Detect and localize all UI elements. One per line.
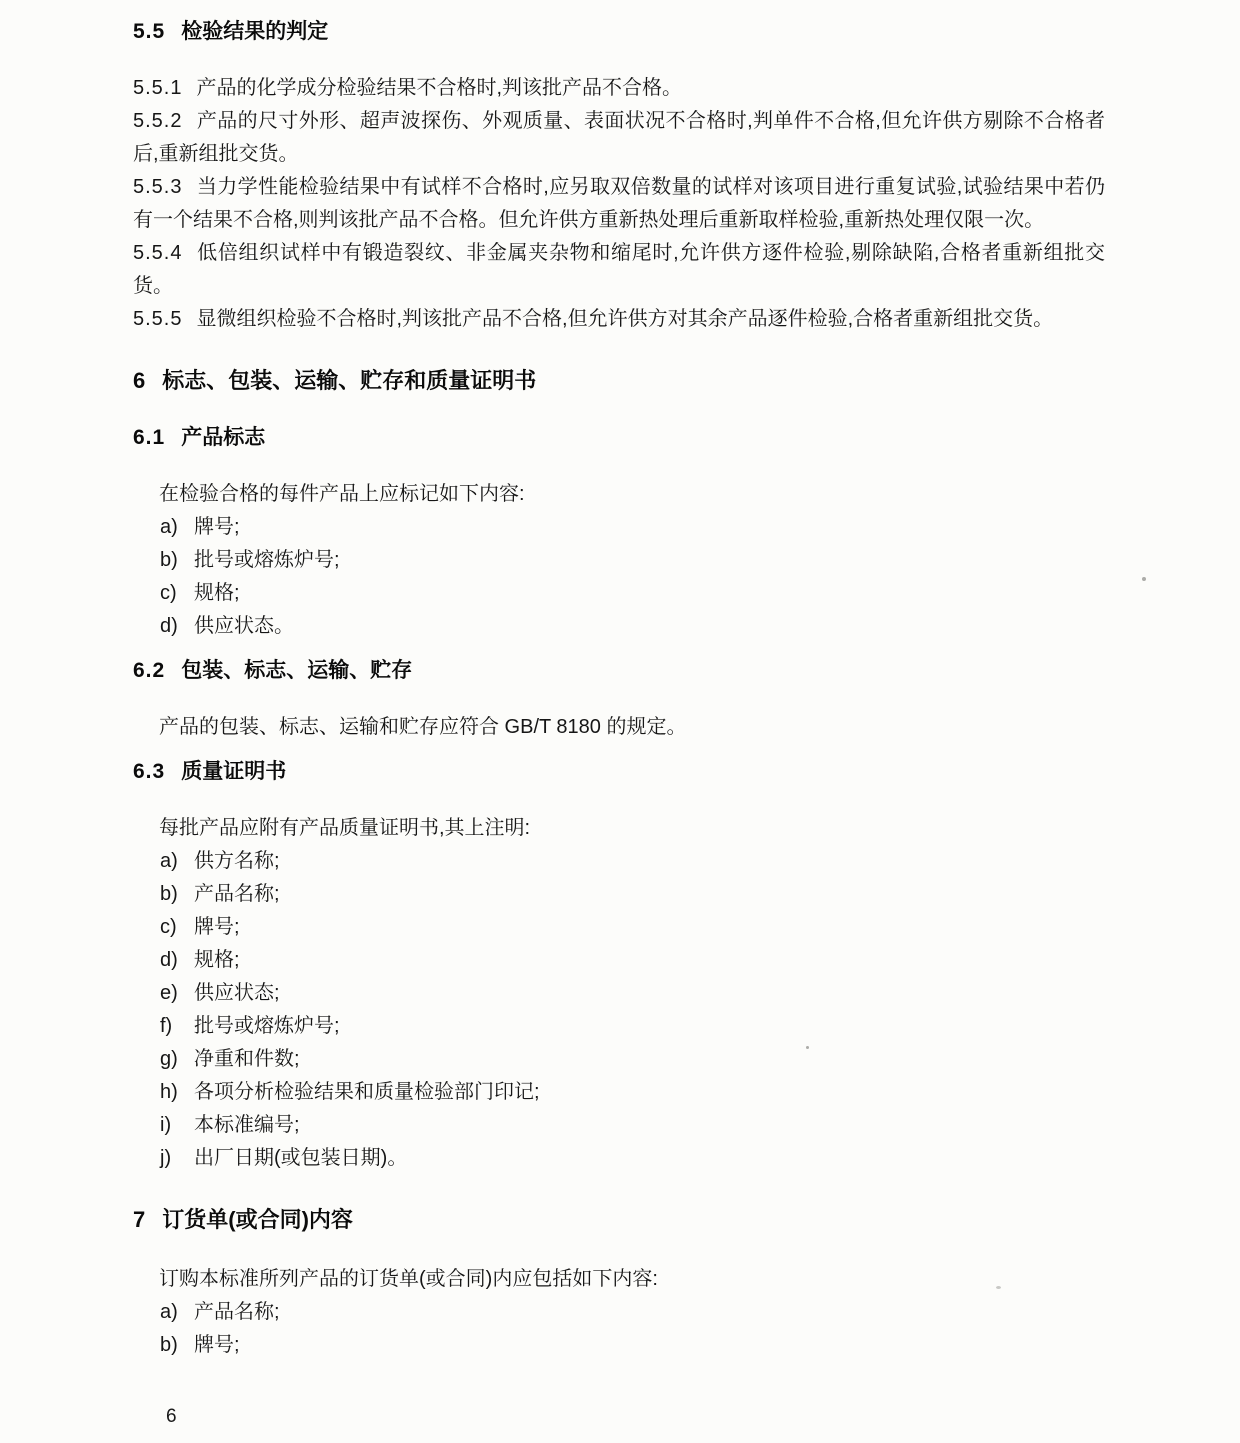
paragraph [133,478,1105,511]
list-item-letter: j) [160,1147,172,1169]
section-number: 7 [133,1207,147,1232]
list-item-text: 供应状态; [194,982,280,1004]
section-heading-6 [133,366,1105,396]
list-item [160,1076,1105,1109]
list-item-letter: a) [160,1301,178,1323]
list-item-text: 牌号; [194,916,240,938]
list-item-letter: a) [160,516,178,538]
section-title: 检验结果的判定 [181,20,329,43]
list-item-letter: c) [160,582,177,604]
list-item [160,1329,1105,1362]
clause-5-5-1 [133,72,1105,105]
list-item-text: 本标准编号; [194,1114,300,1136]
list-item-text: 规格; [194,949,240,971]
scan-speck [806,1046,809,1049]
clause-5-5-3 [133,171,1105,237]
list-item-letter: e) [160,982,178,1004]
list-item-letter: d) [160,615,178,637]
list-item-letter: g) [160,1048,178,1070]
list-item-text: 供应状态。 [194,615,294,637]
clause-text: 显微组织检验不合格时,判该批产品不合格,但允许供方对其余产品逐件检验,合格者重新组批交货。 [196,308,1054,330]
list-item [160,610,1105,643]
paragraph-text: 产品的包装、标志、运输和贮存应符合 GB/T 8180 的规定。 [159,716,687,738]
list-item-text: 产品名称; [194,1301,280,1323]
clause-text: 产品的尺寸外形、超声波探伤、外观质量、表面状况不合格时,判单件不合格,但允许供方剔除不合格者后,重新组批交货。 [133,110,1105,165]
list-item [160,944,1105,977]
list-item [160,1142,1105,1175]
clause-text: 当力学性能检验结果中有试样不合格时,应另取双倍数量的试样对该项目进行重复试验,试验结果中若仍有一个结果不合格,则判该批产品不合格。但允许供方重新热处理后重新取样检验,重新热处理仅限一次。 [133,176,1105,231]
list-item [160,878,1105,911]
list-item-letter: a) [160,850,178,872]
section-title: 标志、包装、运输、贮存和质量证明书 [162,368,537,393]
section-number: 6.3 [133,760,166,783]
list-item-letter: b) [160,1334,178,1356]
list-item [160,577,1105,610]
section-heading-6-3 [133,758,1105,786]
paragraph [133,812,1105,845]
paragraph-text: 每批产品应附有产品质量证明书,其上注明: [159,817,531,839]
paragraph [133,1263,1105,1296]
paragraph-text: 在检验合格的每件产品上应标记如下内容: [159,483,525,505]
scan-speck [996,1286,1001,1289]
section-heading-6-2 [133,657,1105,685]
clause-number: 5.5.5 [133,308,183,330]
section-title: 包装、标志、运输、贮存 [181,659,413,682]
paragraph-text: 订购本标准所列产品的订货单(或合同)内应包括如下内容: [159,1268,658,1290]
document-content [133,18,1105,1362]
section-heading-7 [133,1205,1105,1235]
clause-5-5-2 [133,105,1105,171]
list-item-letter: b) [160,883,178,905]
list-item-letter: b) [160,549,178,571]
list-item [160,911,1105,944]
list-item-letter: i) [160,1114,172,1136]
clause-text: 产品的化学成分检验结果不合格时,判该批产品不合格。 [196,77,683,99]
list-item-text: 牌号; [194,1334,240,1356]
section-title: 质量证明书 [181,760,287,783]
list-item-letter: f) [160,1015,173,1037]
scan-speck [1142,577,1146,581]
clause-number: 5.5.1 [133,77,183,99]
list-item-text: 产品名称; [194,883,280,905]
section-number: 6 [133,368,147,393]
section-title: 产品标志 [181,426,266,449]
list-item-text: 供方名称; [194,850,280,872]
list-item-text: 牌号; [194,516,240,538]
section-heading-6-1 [133,424,1105,452]
clause-number: 5.5.4 [133,242,183,264]
clause-number: 5.5.2 [133,110,183,132]
list-item-text: 各项分析检验结果和质量检验部门印记; [194,1081,540,1103]
list-item-letter: h) [160,1081,178,1103]
list-item [160,977,1105,1010]
list-item-text: 批号或熔炼炉号; [194,1015,340,1037]
list-item-letter: c) [160,916,177,938]
list-item-text: 出厂日期(或包装日期)。 [194,1147,408,1169]
list-item [160,1043,1105,1076]
section-number: 6.1 [133,426,166,449]
list-item [160,845,1105,878]
list-item [160,511,1105,544]
lettered-list [133,845,1105,1175]
list-item-text: 净重和件数; [194,1048,300,1070]
page-number: 6 [166,1406,177,1427]
section-heading-5-5 [133,18,1105,46]
list-item [160,1010,1105,1043]
section-number: 6.2 [133,659,166,682]
list-item [160,1296,1105,1329]
list-item-letter: d) [160,949,178,971]
lettered-list [133,1296,1105,1362]
section-number: 5.5 [133,20,166,43]
list-item-text: 规格; [194,582,240,604]
clause-5-5-5 [133,303,1105,336]
list-item-text: 批号或熔炼炉号; [194,549,340,571]
paragraph [133,711,1105,744]
list-item [160,544,1105,577]
lettered-list [133,511,1105,643]
list-item [160,1109,1105,1142]
clause-number: 5.5.3 [133,176,183,198]
clause-5-5-4 [133,237,1105,303]
clause-text: 低倍组织试样中有锻造裂纹、非金属夹杂物和缩尾时,允许供方逐件检验,剔除缺陷,合格者重新组批交货。 [133,242,1105,297]
section-title: 订货单(或合同)内容 [162,1207,353,1232]
